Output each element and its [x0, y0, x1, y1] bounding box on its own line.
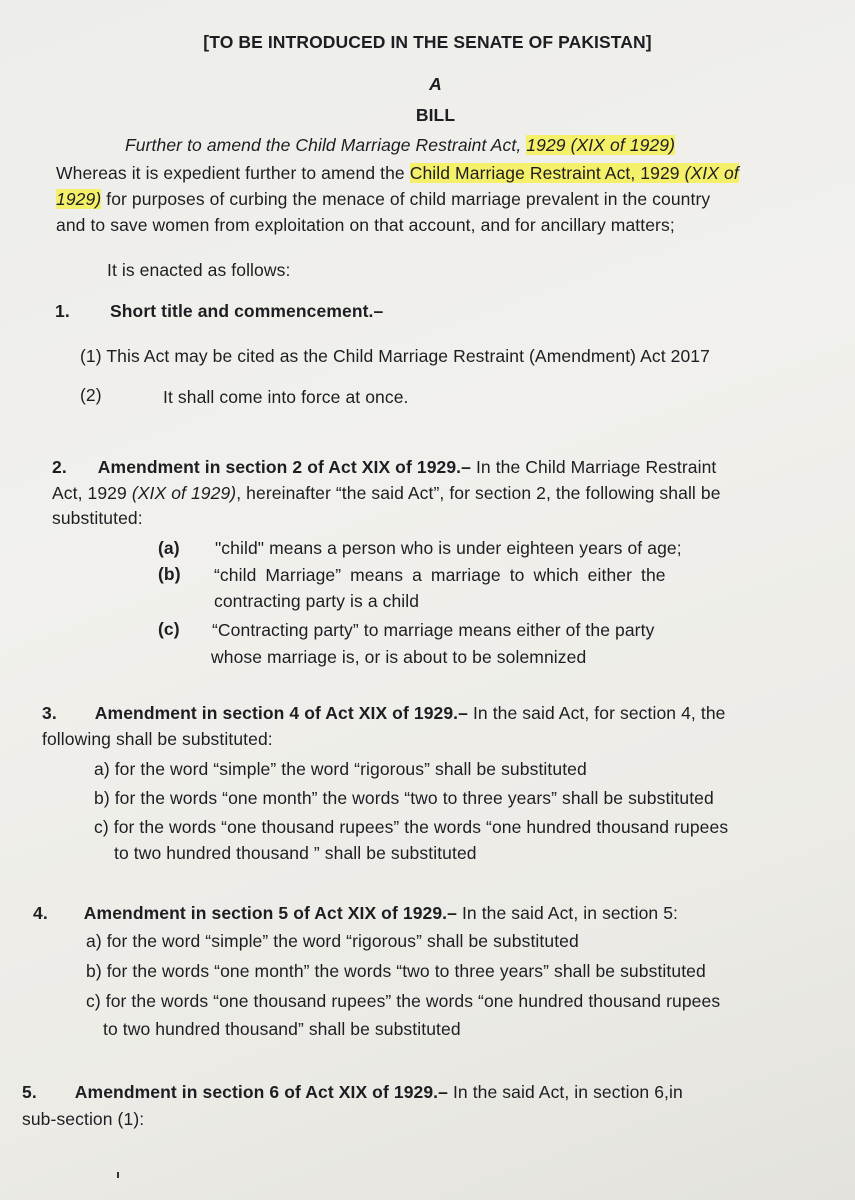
section-5-text-1: In the said Act, in section 6,in — [447, 1082, 683, 1102]
section-2-number: 2. — [52, 457, 67, 477]
definition-c-label: (c) — [158, 619, 180, 639]
section-4-item-a: a) for the word “simple” the word “rigorous” shall be substituted — [86, 931, 579, 951]
preamble-line-3: and to save women from exploitation on that account, and for ancillary matters; — [56, 215, 675, 235]
bill-article: A — [429, 74, 442, 94]
section-4-text-1: In the said Act, in section 5: — [456, 903, 678, 923]
stray-mark — [117, 1172, 119, 1178]
preamble-line-1 — [56, 162, 760, 184]
section-3-text-1: In the said Act, for section 4, the — [467, 703, 726, 723]
definition-b-label: (b) — [158, 564, 181, 584]
section-1-subsection-2-label: (2) — [80, 385, 102, 405]
section-3-line-1 — [42, 702, 762, 724]
section-3-number: 3. — [42, 703, 57, 723]
definition-c-text-2: whose marriage is, or is about to be solemnized — [211, 647, 587, 667]
section-4-item-c: c) for the words “one thousand rupees” the words “one hundred thousand rupees — [86, 991, 721, 1011]
preamble-text: Whereas it is expedient further to amend the — [56, 163, 410, 183]
preamble-highlight: Child Marriage Restraint Act, 1929 — [409, 163, 685, 183]
section-5-number: 5. — [22, 1082, 37, 1102]
long-title-text: Further to amend the Child Marriage Restraint Act, — [125, 135, 527, 155]
section-1-heading: Short title and commencement.– — [110, 301, 384, 321]
section-1-number: 1. — [55, 301, 70, 321]
section-3-heading: Amendment in section 4 of Act XIX of 1929.– — [94, 703, 468, 723]
section-4-item-b: b) for the words “one month” the words “two to three years” shall be substituted — [86, 961, 706, 981]
introduction-note: [TO BE INTRODUCED IN THE SENATE OF PAKISTAN] — [203, 32, 652, 52]
long-title-highlight: 1929 (XIX of 1929) — [526, 135, 676, 155]
section-5-line-1 — [22, 1081, 770, 1103]
section-4-number: 4. — [33, 903, 48, 923]
section-3-item-c: c) for the words “one thousand rupees” the words “one hundred thousand rupees — [94, 817, 729, 837]
section-2-text-2a: Act, 1929 — [52, 483, 132, 503]
section-4-item-c-cont: to two hundred thousand” shall be substituted — [103, 1019, 461, 1039]
bill-heading: BILL — [415, 105, 456, 125]
section-2-act-ref: (XIX of 1929) — [131, 483, 237, 503]
preamble-line-2 — [56, 188, 762, 210]
section-4-heading: Amendment in section 5 of Act XIX of 1929.– — [83, 903, 457, 923]
section-2-line-1 — [52, 456, 760, 478]
section-3-line-2: following shall be substituted: — [42, 729, 273, 749]
section-1-subsection-2-text: It shall come into force at once. — [163, 387, 409, 407]
definition-c-text: “Contracting party” to marriage means either of the party — [212, 620, 655, 640]
section-4-line-1 — [33, 902, 678, 924]
section-2-line-2 — [52, 482, 760, 504]
section-1-subsection-1: (1) This Act may be cited as the Child Marriage Restraint (Amendment) Act 2017 — [80, 346, 710, 366]
section-3-item-a: a) for the word “simple” the word “rigorous” shall be substituted — [94, 759, 587, 779]
section-5-line-2: sub-section (1): — [22, 1109, 145, 1129]
preamble-text-2: for purposes of curbing the menace of child marriage prevalent in the country — [101, 189, 711, 209]
definition-b-text-2: contracting party is a child — [214, 591, 420, 611]
long-title — [125, 134, 675, 156]
preamble-highlight-italic: (XIX of — [684, 163, 739, 183]
section-2-heading: Amendment in section 2 of Act XIX of 1929.– — [97, 457, 471, 477]
section-2-line-3: substituted: — [52, 508, 143, 528]
section-3-item-c-cont: to two hundred thousand ” shall be substituted — [114, 843, 477, 863]
preamble-highlight-year: 1929) — [56, 189, 102, 209]
enacting-clause: It is enacted as follows: — [107, 260, 291, 280]
definition-a-text: "child" means a person who is under eighteen years of age; — [215, 538, 682, 558]
section-2-text-2b: , hereinafter “the said Act”, for section 2, the following shall be — [236, 483, 721, 503]
section-3-item-b: b) for the words “one month” the words “two to three years” shall be substituted — [94, 788, 714, 808]
section-5-heading: Amendment in section 6 of Act XIX of 1929.– — [74, 1082, 448, 1102]
definition-a-label: (a) — [158, 538, 180, 558]
section-2-text-1: In the Child Marriage Restraint — [470, 457, 717, 477]
definition-b-text: “child Marriage” means a marriage to which either the — [214, 565, 666, 585]
